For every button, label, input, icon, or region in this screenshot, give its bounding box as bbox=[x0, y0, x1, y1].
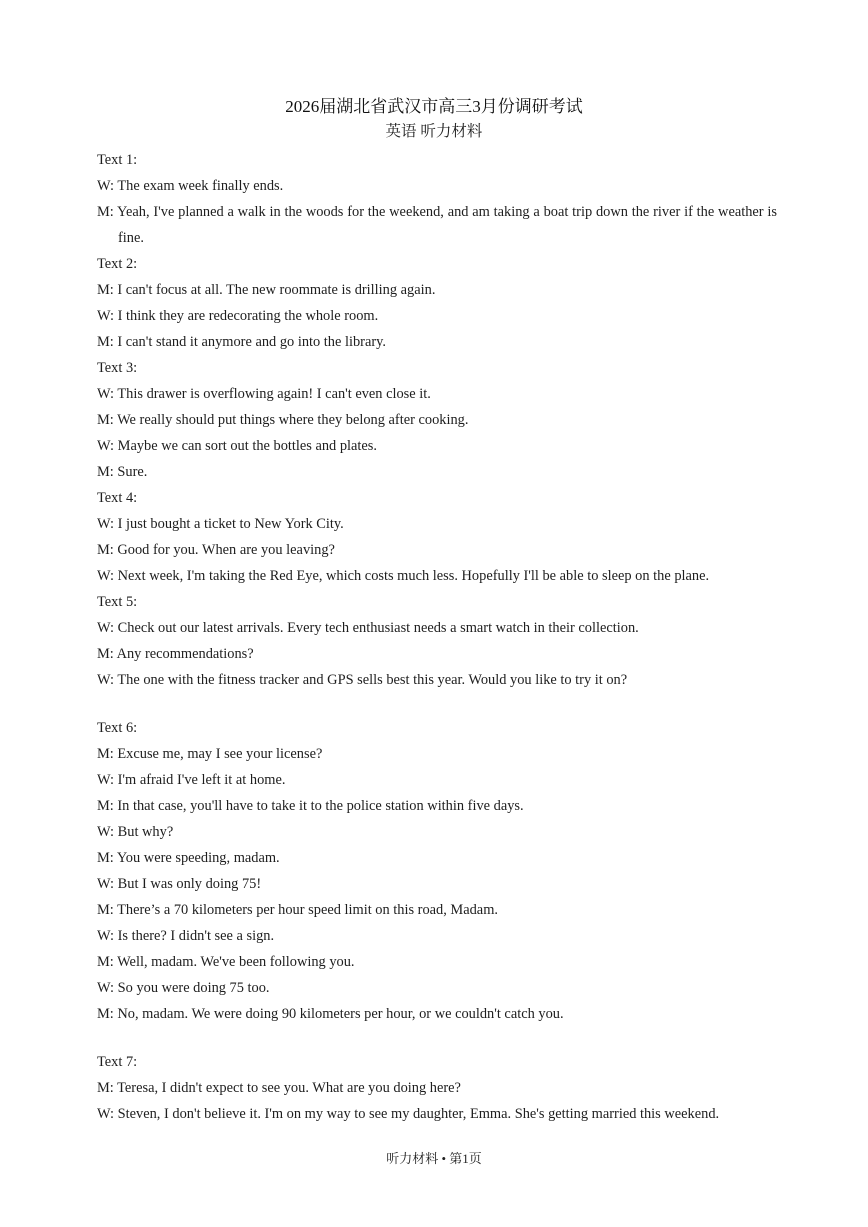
dialogue-line: W: Maybe we can sort out the bottles and plates. bbox=[97, 438, 378, 454]
dialogue-line: W: Steven, I don't believe it. I'm on my way to see my daughter, Emma. She's getting married this weekend. bbox=[97, 1106, 720, 1122]
section-spacer bbox=[97, 693, 777, 715]
dialogue-line: W: I'm afraid I've left it at home. bbox=[97, 772, 286, 788]
document-title: 2026届湖北省武汉市高三3月份调研考试 bbox=[285, 97, 583, 116]
dialogue-line: W: I think they are redecorating the whole room. bbox=[97, 308, 379, 324]
dialogue-line: M: In that case, you'll have to take it to the police station within five days. bbox=[97, 798, 524, 814]
dialogue-line: W: But I was only doing 75! bbox=[97, 876, 262, 892]
text-heading: Text 5: bbox=[97, 594, 138, 610]
dialogue-line: M: I can't stand it anymore and go into the library. bbox=[97, 334, 386, 350]
text-heading: Text 2: bbox=[97, 256, 138, 272]
dialogue-line: W: The one with the fitness tracker and GPS sells best this year. Would you like to try it on? bbox=[97, 672, 628, 688]
dialogue-line: W: Check out our latest arrivals. Every tech enthusiast needs a smart watch in their collection. bbox=[97, 620, 639, 636]
dialogue-line: W: So you were doing 75 too. bbox=[97, 980, 270, 996]
document-subtitle: 英语 听力材料 bbox=[385, 123, 483, 140]
page-footer: 听力材料 • 第1页 bbox=[386, 1151, 482, 1166]
text-heading: Text 4: bbox=[97, 490, 138, 506]
dialogue-line: M: Well, madam. We've been following you. bbox=[97, 954, 355, 970]
dialogue-line: W: But why? bbox=[97, 824, 174, 840]
dialogue-line: M: No, madam. We were doing 90 kilometers per hour, or we couldn't catch you. bbox=[97, 1006, 564, 1022]
text-heading: Text 3: bbox=[97, 360, 138, 376]
text-heading: Text 7: bbox=[97, 1054, 138, 1070]
dialogue-line: W: Is there? I didn't see a sign. bbox=[97, 928, 275, 944]
dialogue-line: W: This drawer is overflowing again! I can't even close it. bbox=[97, 386, 431, 402]
dialogue-line: M: There’s a 70 kilometers per hour speed limit on this road, Madam. bbox=[97, 902, 498, 918]
dialogue-line: M: You were speeding, madam. bbox=[97, 850, 280, 866]
dialogue-line: W: Next week, I'm taking the Red Eye, which costs much less. Hopefully I'll be able to sleep on the plane. bbox=[97, 568, 710, 584]
dialogue-line: M: Good for you. When are you leaving? bbox=[97, 542, 335, 558]
dialogue-line: W: The exam week finally ends. bbox=[97, 178, 284, 194]
dialogue-line: M: Teresa, I didn't expect to see you. What are you doing here? bbox=[97, 1080, 461, 1096]
transcript-body bbox=[97, 147, 777, 1127]
dialogue-line: M: Any recommendations? bbox=[97, 646, 254, 662]
dialogue-line: M: Excuse me, may I see your license? bbox=[97, 746, 323, 762]
dialogue-line: M: Yeah, I've planned a walk in the woods for the weekend, and am taking a boat trip down the river if the weather is fine. bbox=[97, 204, 777, 246]
text-heading: Text 6: bbox=[97, 720, 138, 736]
dialogue-line: M: Sure. bbox=[97, 464, 148, 480]
section-spacer bbox=[97, 1027, 777, 1049]
text-heading: Text 1: bbox=[97, 152, 138, 168]
dialogue-line: W: I just bought a ticket to New York City. bbox=[97, 516, 344, 532]
dialogue-line: M: I can't focus at all. The new roommate is drilling again. bbox=[97, 282, 436, 298]
dialogue-line: M: We really should put things where they belong after cooking. bbox=[97, 412, 469, 428]
